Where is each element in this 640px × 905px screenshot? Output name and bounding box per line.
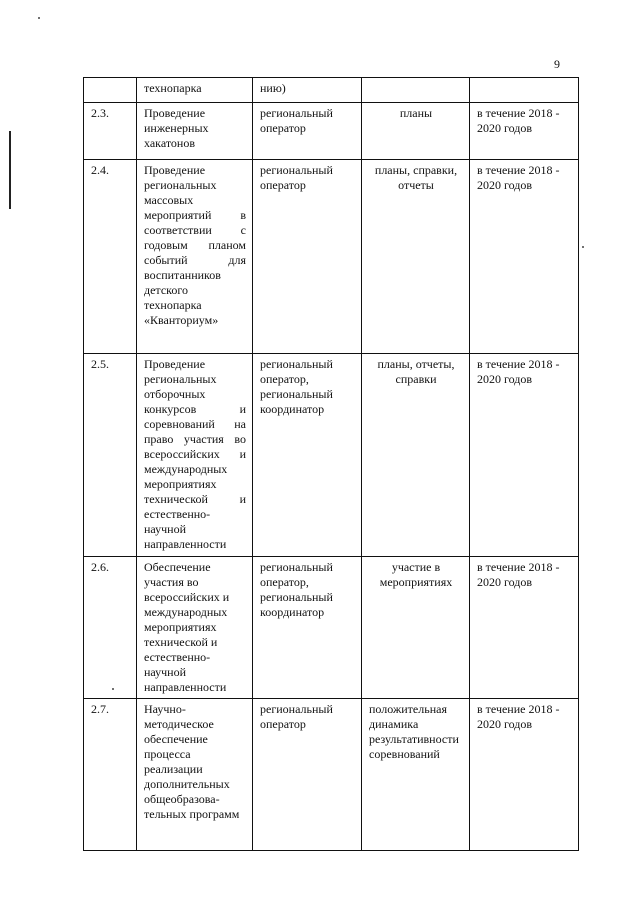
table-row (84, 103, 579, 160)
desc-line: программ (189, 807, 240, 821)
cell-description (137, 103, 253, 160)
desc-line: научной (144, 522, 187, 536)
desc-line: конкурсов и (144, 402, 246, 416)
desc-line: мероприятиях (144, 620, 217, 634)
desc-line: Проведение (144, 357, 206, 371)
desc-line: массовых (144, 193, 194, 207)
desc-line: хакатонов (144, 136, 196, 150)
cell-description: технопарка (137, 78, 253, 103)
cell-executor: региональный оператор (253, 103, 362, 160)
desc-line: дополнительных (144, 777, 230, 791)
cell-executor: региональный оператор (253, 699, 362, 851)
desc-line: мероприятий в (144, 208, 246, 222)
desc-line: естественно- (144, 507, 211, 521)
desc-line: всероссийских и (144, 590, 230, 604)
cell-num (84, 78, 137, 103)
table-row (84, 699, 579, 851)
desc-line: событий для (144, 253, 246, 267)
cell-num: 2.6. (84, 557, 137, 699)
cell-num: 2.3. (84, 103, 137, 160)
desc-line: мероприятиях (144, 477, 217, 491)
desc-line: методическое (144, 717, 214, 731)
cell-result: планы, справки, отчеты (362, 160, 470, 354)
cell-term: в течение 2018 - 2020 годов (470, 103, 579, 160)
cell-description (137, 160, 253, 354)
measures-table (83, 77, 579, 851)
cell-description (137, 557, 253, 699)
cell-term (470, 78, 579, 103)
cell-num: 2.5. (84, 354, 137, 557)
desc-line: Проведение (144, 163, 206, 177)
desc-line: технической и (144, 492, 246, 506)
desc-line: «Кванториум» (144, 313, 219, 327)
desc-line: годовым планом (144, 238, 246, 252)
desc-line: воспитанников (144, 268, 221, 282)
scan-speck (38, 17, 40, 19)
cell-result: планы, отчеты, справки (362, 354, 470, 557)
desc-line: региональных (144, 372, 217, 386)
desc-line: технопарка (144, 298, 202, 312)
desc-line: детского (144, 283, 188, 297)
desc-line: технической и (144, 635, 218, 649)
cell-result (362, 78, 470, 103)
cell-term: в течение 2018 - 2020 годов (470, 699, 579, 851)
desc-line: Проведение (144, 106, 206, 120)
cell-description (137, 354, 253, 557)
cell-result: участие в мероприятиях (362, 557, 470, 699)
desc-line: научной (144, 665, 187, 679)
cell-num: 2.7. (84, 699, 137, 851)
desc-line: Научно- (144, 702, 186, 716)
desc-line: естественно- (144, 650, 211, 664)
desc-line: право участия во (144, 432, 246, 446)
desc-line: региональных (144, 178, 217, 192)
cell-executor: региональный оператор, региональный координатор (253, 557, 362, 699)
cell-result: планы (362, 103, 470, 160)
table-row (84, 160, 579, 354)
desc-line: реализации (144, 762, 203, 776)
desc-line: Обеспечение (144, 560, 211, 574)
desc-line: участия во (144, 575, 199, 589)
desc-line: отборочных (144, 387, 206, 401)
table-row (84, 557, 579, 699)
desc-line: тельных (144, 807, 187, 821)
desc-line: международных (144, 462, 228, 476)
cell-term: в течение 2018 - 2020 годов (470, 160, 579, 354)
page-number: 9 (554, 57, 560, 71)
scan-speck (582, 246, 584, 248)
cell-term: в течение 2018 - 2020 годов (470, 557, 579, 699)
desc-line: процесса (144, 747, 191, 761)
cell-description (137, 699, 253, 851)
table-row (84, 354, 579, 557)
desc-line: направленности (144, 537, 227, 551)
cell-result: положительная динамика результативности соревнований (362, 699, 470, 851)
cell-num: 2.4. (84, 160, 137, 354)
cell-executor: региональный оператор (253, 160, 362, 354)
cell-term: в течение 2018 - 2020 годов (470, 354, 579, 557)
desc-line: международных (144, 605, 228, 619)
desc-line: соответствии с (144, 223, 246, 237)
desc-line: обеспечение (144, 732, 208, 746)
desc-line: направленности (144, 680, 227, 694)
desc-line: общеобразова- (144, 792, 220, 806)
cell-executor: нию) (253, 78, 362, 103)
desc-line: всероссийских и (144, 447, 246, 461)
desc-line: соревнований на (144, 417, 246, 431)
margin-scan-mark (9, 131, 11, 209)
desc-line: инженерных (144, 121, 209, 135)
cell-executor: региональный оператор, региональный координатор (253, 354, 362, 557)
table-row-continuation (84, 78, 579, 103)
